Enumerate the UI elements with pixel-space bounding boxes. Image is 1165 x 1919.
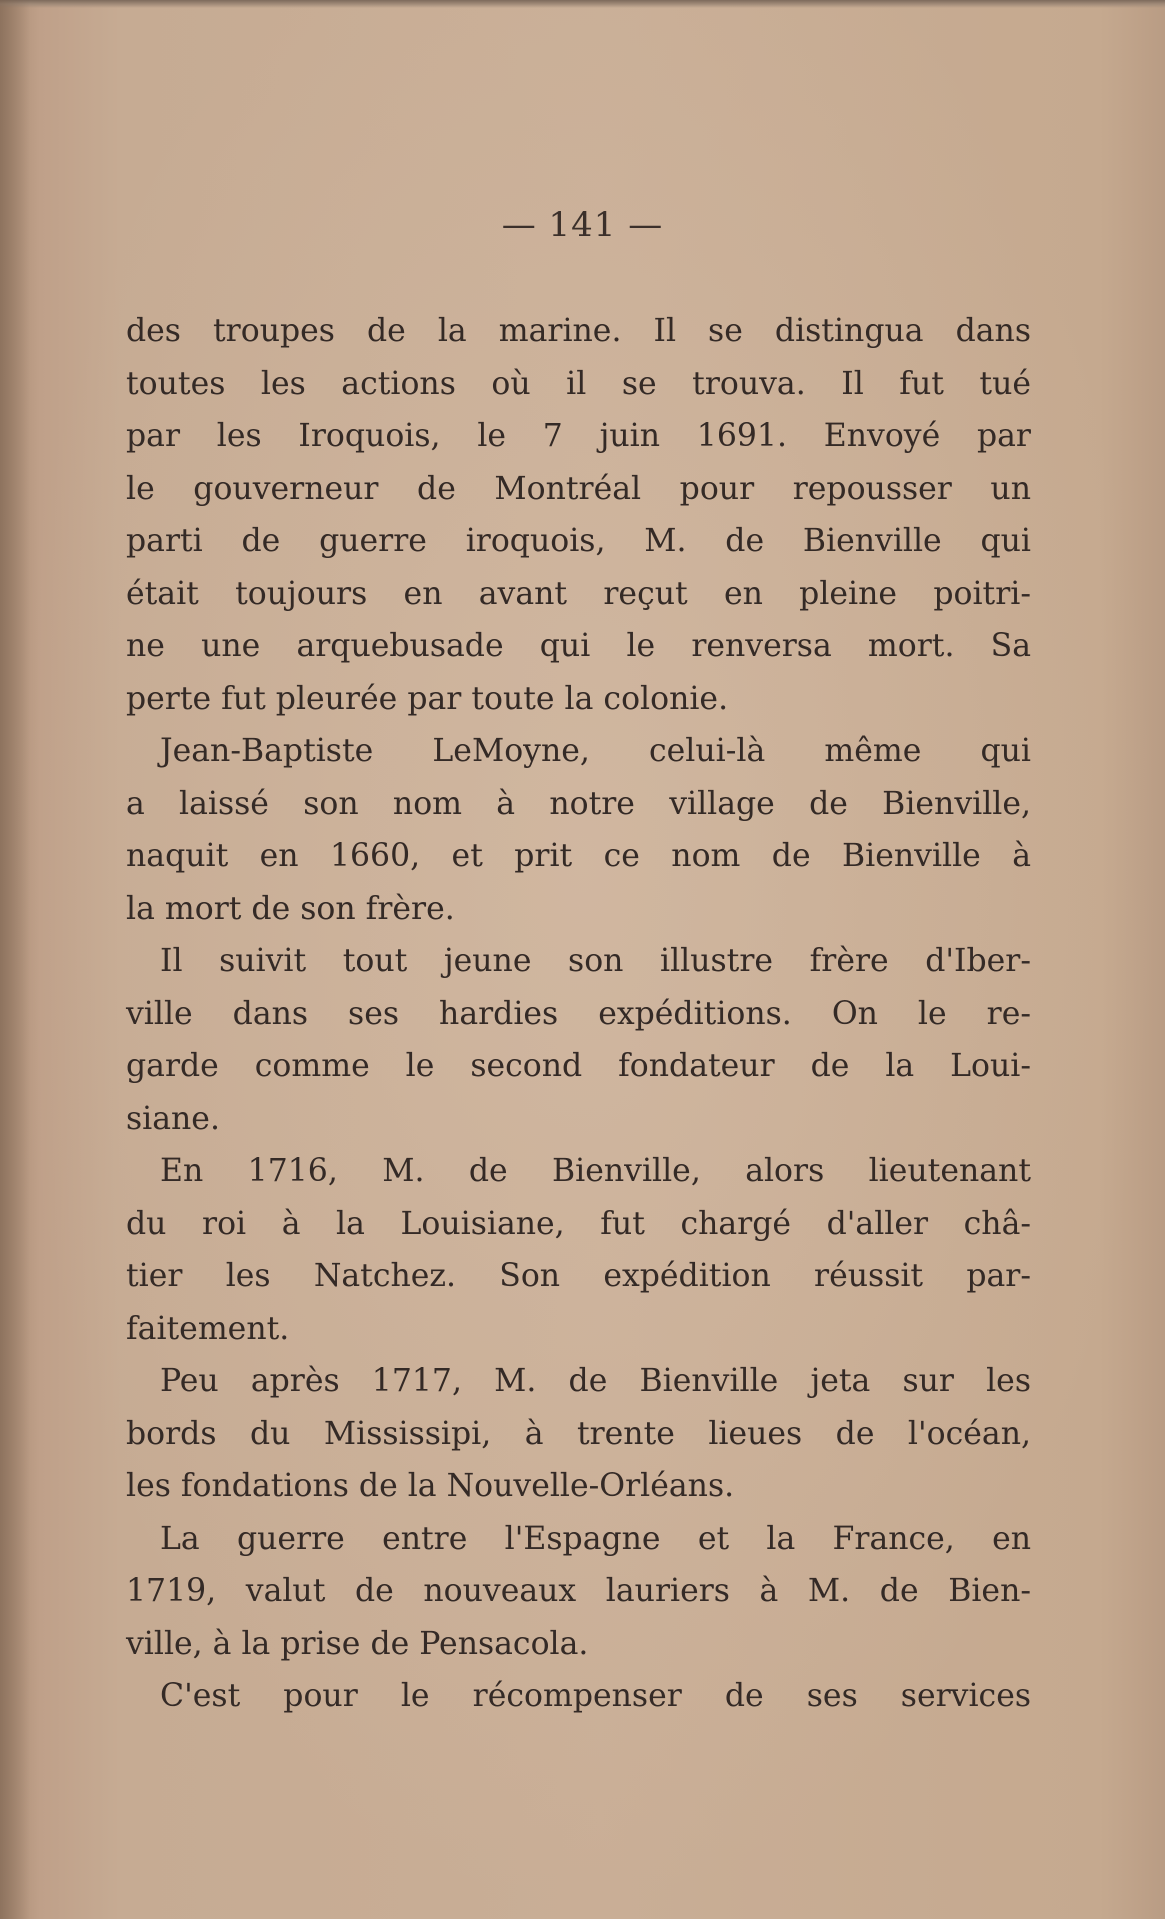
body-text xyxy=(126,305,1031,1723)
text-line: Peu après 1717, M. de Bienville jeta sur les xyxy=(160,1363,1031,1399)
text-line: Jean-Baptiste LeMoyne, celui-là même qui xyxy=(160,733,1031,769)
text-line: le gouverneur de Montréal pour repousser un xyxy=(126,470,1031,507)
text-line: siane. xyxy=(126,1100,220,1137)
text-line: a laissé son nom à notre village de Bienville, xyxy=(126,785,1031,822)
text-line: des troupes de la marine. Il se distingua dans xyxy=(126,313,1031,349)
text-line: ne une arquebusade qui le renversa mort. Sa xyxy=(126,628,1031,664)
text-line: ville dans ses hardies expéditions. On le re- xyxy=(126,995,1031,1032)
text-line: les fondations de la Nouvelle-Orléans. xyxy=(126,1468,735,1504)
text-line: La guerre entre l'Espagne et la France, en xyxy=(160,1520,1031,1557)
text-line: bords du Mississipi, à trente lieues de l'océan, xyxy=(126,1415,1031,1452)
text-line: était toujours en avant reçut en pleine poitri- xyxy=(126,575,1031,612)
text-line: du roi à la Louisiane, fut chargé d'aller châ- xyxy=(126,1205,1031,1242)
text-line: 1719, valut de nouveaux lauriers à M. de Bien- xyxy=(126,1573,1031,1609)
text-line: Il suivit tout jeune son illustre frère d'Iber- xyxy=(160,943,1031,979)
text-line: naquit en 1660, et prit ce nom de Bienville à xyxy=(126,838,1031,874)
text-line: perte fut pleurée par toute la colonie. xyxy=(126,680,729,717)
text-line: garde comme le second fondateur de la Loui- xyxy=(126,1048,1031,1084)
text-line: ville, à la prise de Pensacola. xyxy=(126,1625,589,1662)
text-line: par les Iroquois, le 7 juin 1691. Envoyé par xyxy=(126,418,1031,454)
text-line: parti de guerre iroquois, M. de Bienville qui xyxy=(126,523,1031,559)
page-top-edge xyxy=(0,0,1165,8)
text-line: tier les Natchez. Son expédition réussit par- xyxy=(126,1258,1031,1294)
text-line: toutes les actions où il se trouva. Il fut tué xyxy=(126,365,1031,402)
text-line: En 1716, M. de Bienville, alors lieutenant xyxy=(160,1153,1031,1189)
page-number: — 141 — xyxy=(501,205,664,245)
text-line: la mort de son frère. xyxy=(126,890,455,927)
text-line: faitement. xyxy=(126,1310,290,1347)
text-line: C'est pour le récompenser de ses services xyxy=(160,1678,1031,1714)
page-binding-shadow xyxy=(0,0,30,1919)
